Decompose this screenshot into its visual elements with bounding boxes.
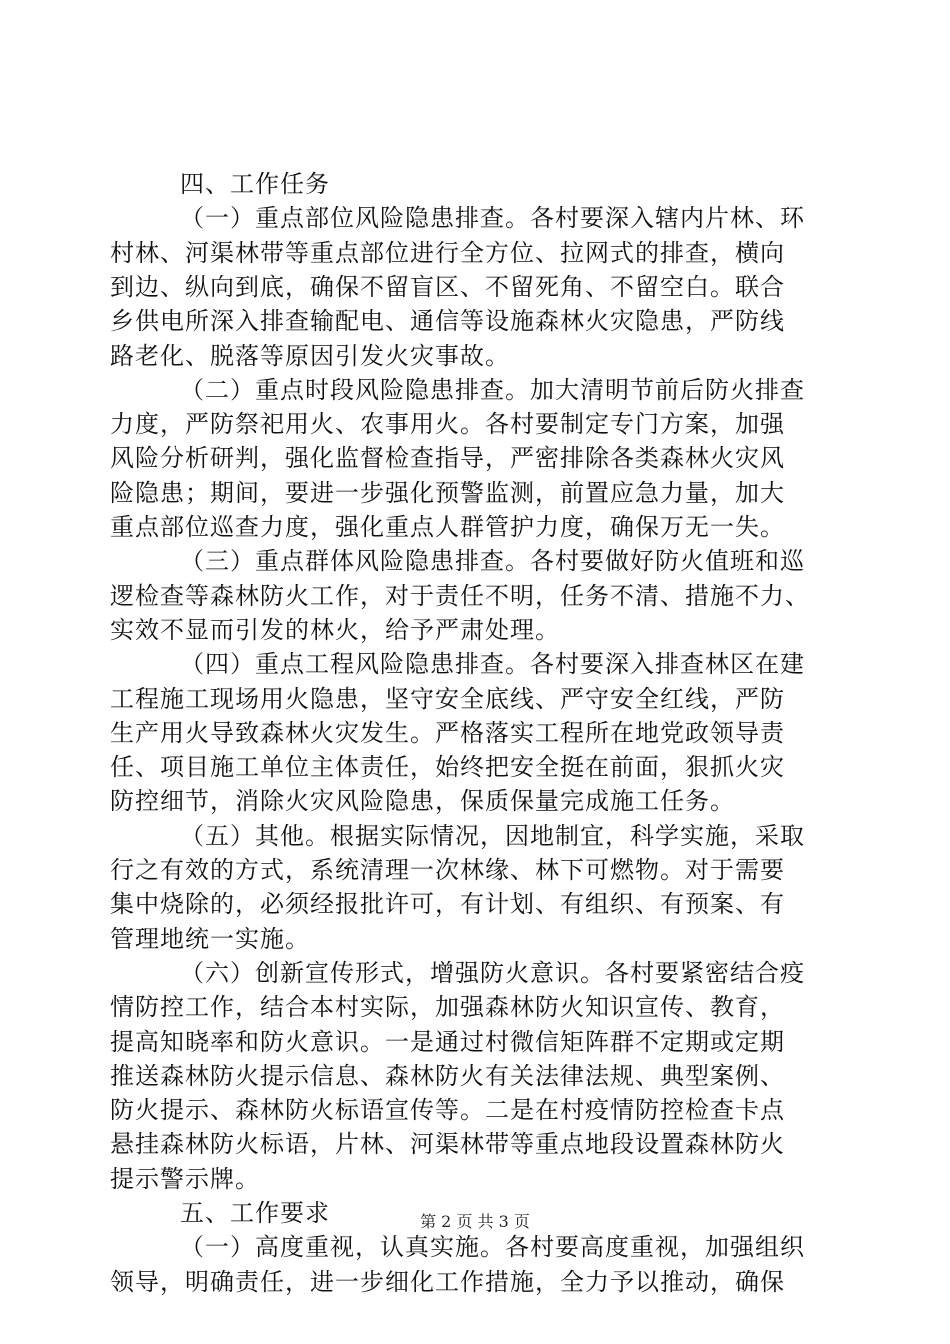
text-line: 提高知晓率和防火意识。一是通过村微信矩阵群不定期或定期 — [110, 1028, 785, 1056]
paragraph-first-line: （一）高度重视，认真实施。各村要高度重视，加强组织 — [180, 1233, 805, 1261]
paragraph-first-line: （五）其他。根据实际情况，因地制宜，科学实施，采取 — [180, 822, 805, 850]
page-footer: 第 2 页 共 3 页 — [420, 1212, 530, 1231]
paragraph-first-line: 五、工作要求 — [180, 1199, 330, 1227]
paragraph-first-line: （二）重点时段风险隐患排查。加大清明节前后防火排查 — [180, 376, 805, 404]
text-line: 重点部位巡查力度，强化重点人群管护力度，确保万无一失。 — [110, 513, 785, 541]
text-line: 力度，严防祭祀用火、农事用火。各村要制定专门方案，加强 — [110, 410, 785, 438]
text-line: 情防控工作，结合本村实际，加强森林防火知识宣传、教育， — [110, 993, 785, 1021]
text-line: 领导，明确责任，进一步细化工作措施，全力予以推动，确保 — [110, 1268, 785, 1296]
text-line: 行之有效的方式，系统清理一次林缘、林下可燃物。对于需要 — [110, 856, 785, 884]
text-line: 路老化、脱落等原因引发火灾事故。 — [110, 342, 510, 370]
text-line: 防控细节，消除火灾风险隐患，保质保量完成施工任务。 — [110, 787, 735, 815]
text-line: 风险分析研判，强化监督检查指导，严密排除各类森林火灾风 — [110, 444, 785, 472]
text-line: 集中烧除的，必须经报批许可，有计划、有组织、有预案、有 — [110, 890, 785, 918]
text-line: 提示警示牌。 — [110, 1165, 260, 1193]
text-line: 悬挂森林防火标语，片林、河渠林带等重点地段设置森林防火 — [110, 1130, 785, 1158]
text-line: 实效不显而引发的林火，给予严肃处理。 — [110, 616, 560, 644]
paragraph-first-line: 四、工作任务 — [180, 170, 330, 198]
paragraph-first-line: （六）创新宣传形式，增强防火意识。各村要紧密结合疫 — [180, 959, 805, 987]
text-line: 到边、纵向到底，确保不留盲区、不留死角、不留空白。联合 — [110, 273, 785, 301]
text-line: 险隐患；期间，要进一步强化预警监测，前置应急力量，加大 — [110, 479, 785, 507]
text-line: 任、项目施工单位主体责任，始终把安全挺在前面，狠抓火灾 — [110, 753, 785, 781]
text-line: 村林、河渠林带等重点部位进行全方位、拉网式的排查，横向 — [110, 239, 785, 267]
text-line: 管理地统一实施。 — [110, 925, 310, 953]
paragraph-first-line: （一）重点部位风险隐患排查。各村要深入辖内片林、环 — [180, 204, 805, 232]
paragraph-first-line: （四）重点工程风险隐患排查。各村要深入排查林区在建 — [180, 650, 805, 678]
text-line: 工程施工现场用火隐患，坚守安全底线、严守安全红线，严防 — [110, 685, 785, 713]
text-line: 逻检查等森林防火工作，对于责任不明，任务不清、措施不力、 — [110, 582, 810, 610]
paragraph-first-line: （三）重点群体风险隐患排查。各村要做好防火值班和巡 — [180, 547, 805, 575]
text-line: 推送森林防火提示信息、森林防火有关法律法规、典型案例、 — [110, 1062, 785, 1090]
text-line: 生产用火导致森林火灾发生。严格落实工程所在地党政领导责 — [110, 719, 785, 747]
text-line: 防火提示、森林防火标语宣传等。二是在村疫情防控检查卡点 — [110, 1096, 785, 1124]
text-line: 乡供电所深入排查输配电、通信等设施森林火灾隐患，严防线 — [110, 307, 785, 335]
